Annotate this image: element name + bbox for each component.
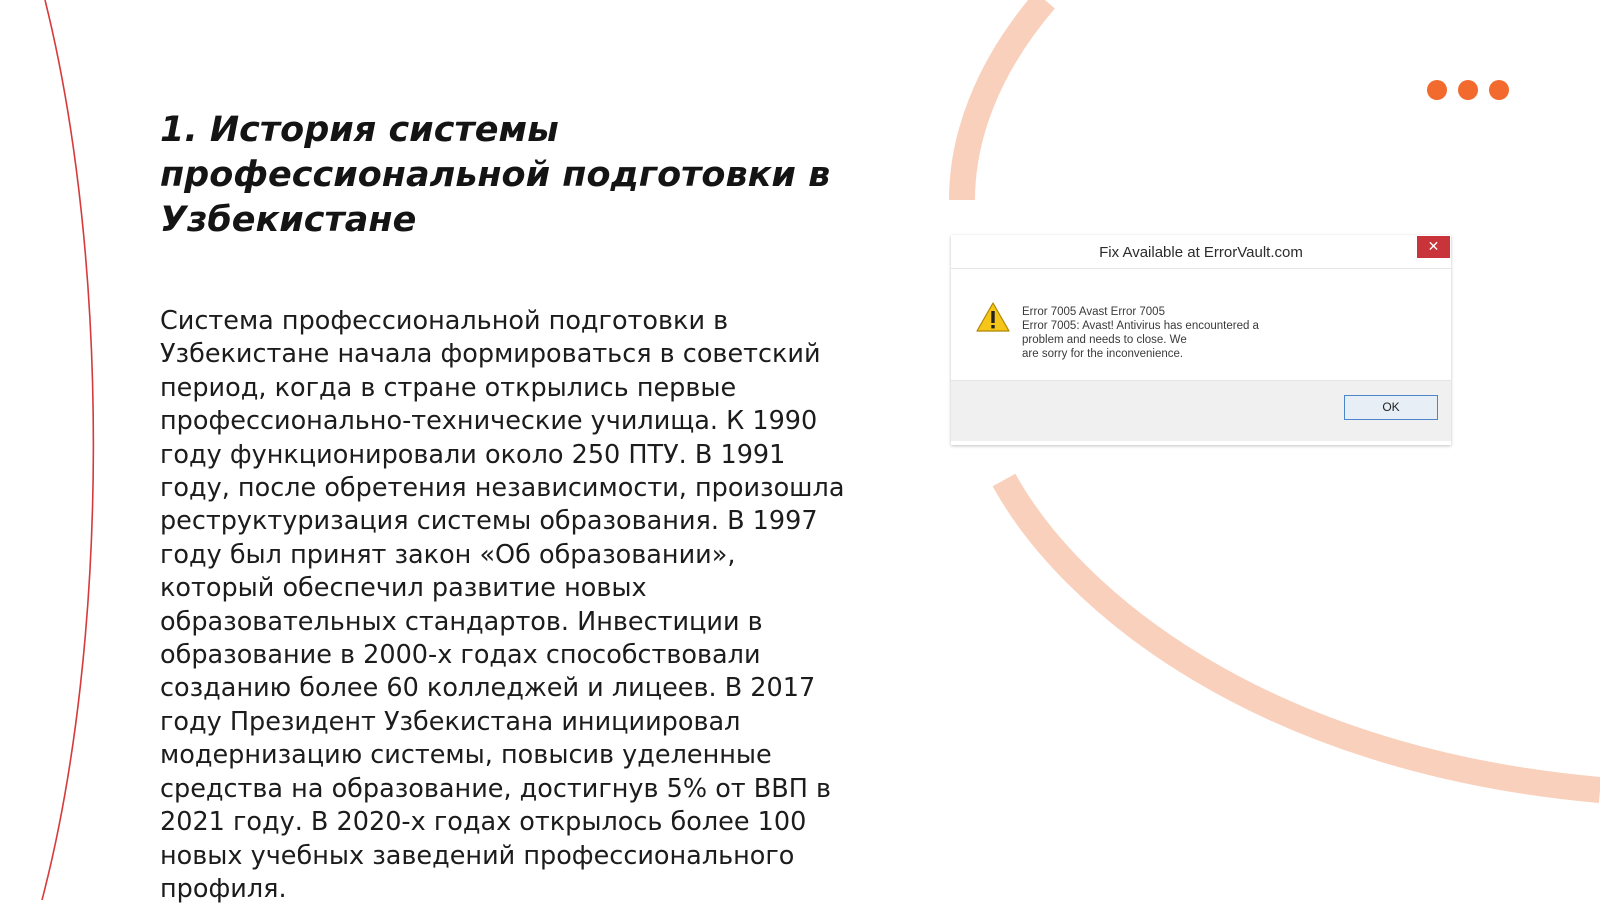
close-icon[interactable]: ✕	[1417, 236, 1450, 258]
left-red-curve	[42, 0, 93, 900]
message-line: Error 7005 Avast Error 7005	[1022, 306, 1165, 318]
warning-icon	[976, 302, 1010, 332]
dialog-title: Fix Available at ErrorVault.com	[1099, 244, 1303, 261]
dialog-footer	[951, 380, 1451, 441]
error-dialog	[951, 235, 1451, 445]
dot	[1489, 80, 1509, 100]
dialog-titlebar	[951, 235, 1451, 269]
three-dots-icon	[1427, 80, 1509, 100]
message-line: problem and needs to close. We	[1022, 334, 1187, 346]
message-line: are sorry for the inconvenience.	[1022, 348, 1184, 360]
dialog-message	[1022, 305, 1342, 361]
dot	[1427, 80, 1447, 100]
message-line: Error 7005: Avast! Antivirus has encountered a	[1022, 320, 1259, 332]
ok-button[interactable]: OK	[1344, 395, 1438, 420]
slide-title: 1. История системы профессиональной подготовки в Узбекистане	[160, 110, 831, 240]
slide-body: Система профессиональной подготовки в Узбекистане начала формироваться в советский период, когда в стране открылись первые профессионально-технические училища. К 1990 году функционировали около 250 ПТУ. В 1991 году, после обретения независимости, произошла реструктуризация системы образования. В 1997 году был принят закон «Об образовании», который обеспечил развитие новых образовательных стандартов. Инвестиции в образование в 2000-х годах способствовали созданию более 60 колледжей и лицеев. В 2017 году Президент Узбекистана инициировал модернизацию системы, повысив уделенные средства на образование, достигнув 5% от ВВП в 2021 году. В 2020-х годах открылось более 100 новых учебных заведений профессионального профиля.	[160, 306, 845, 904]
dot	[1458, 80, 1478, 100]
